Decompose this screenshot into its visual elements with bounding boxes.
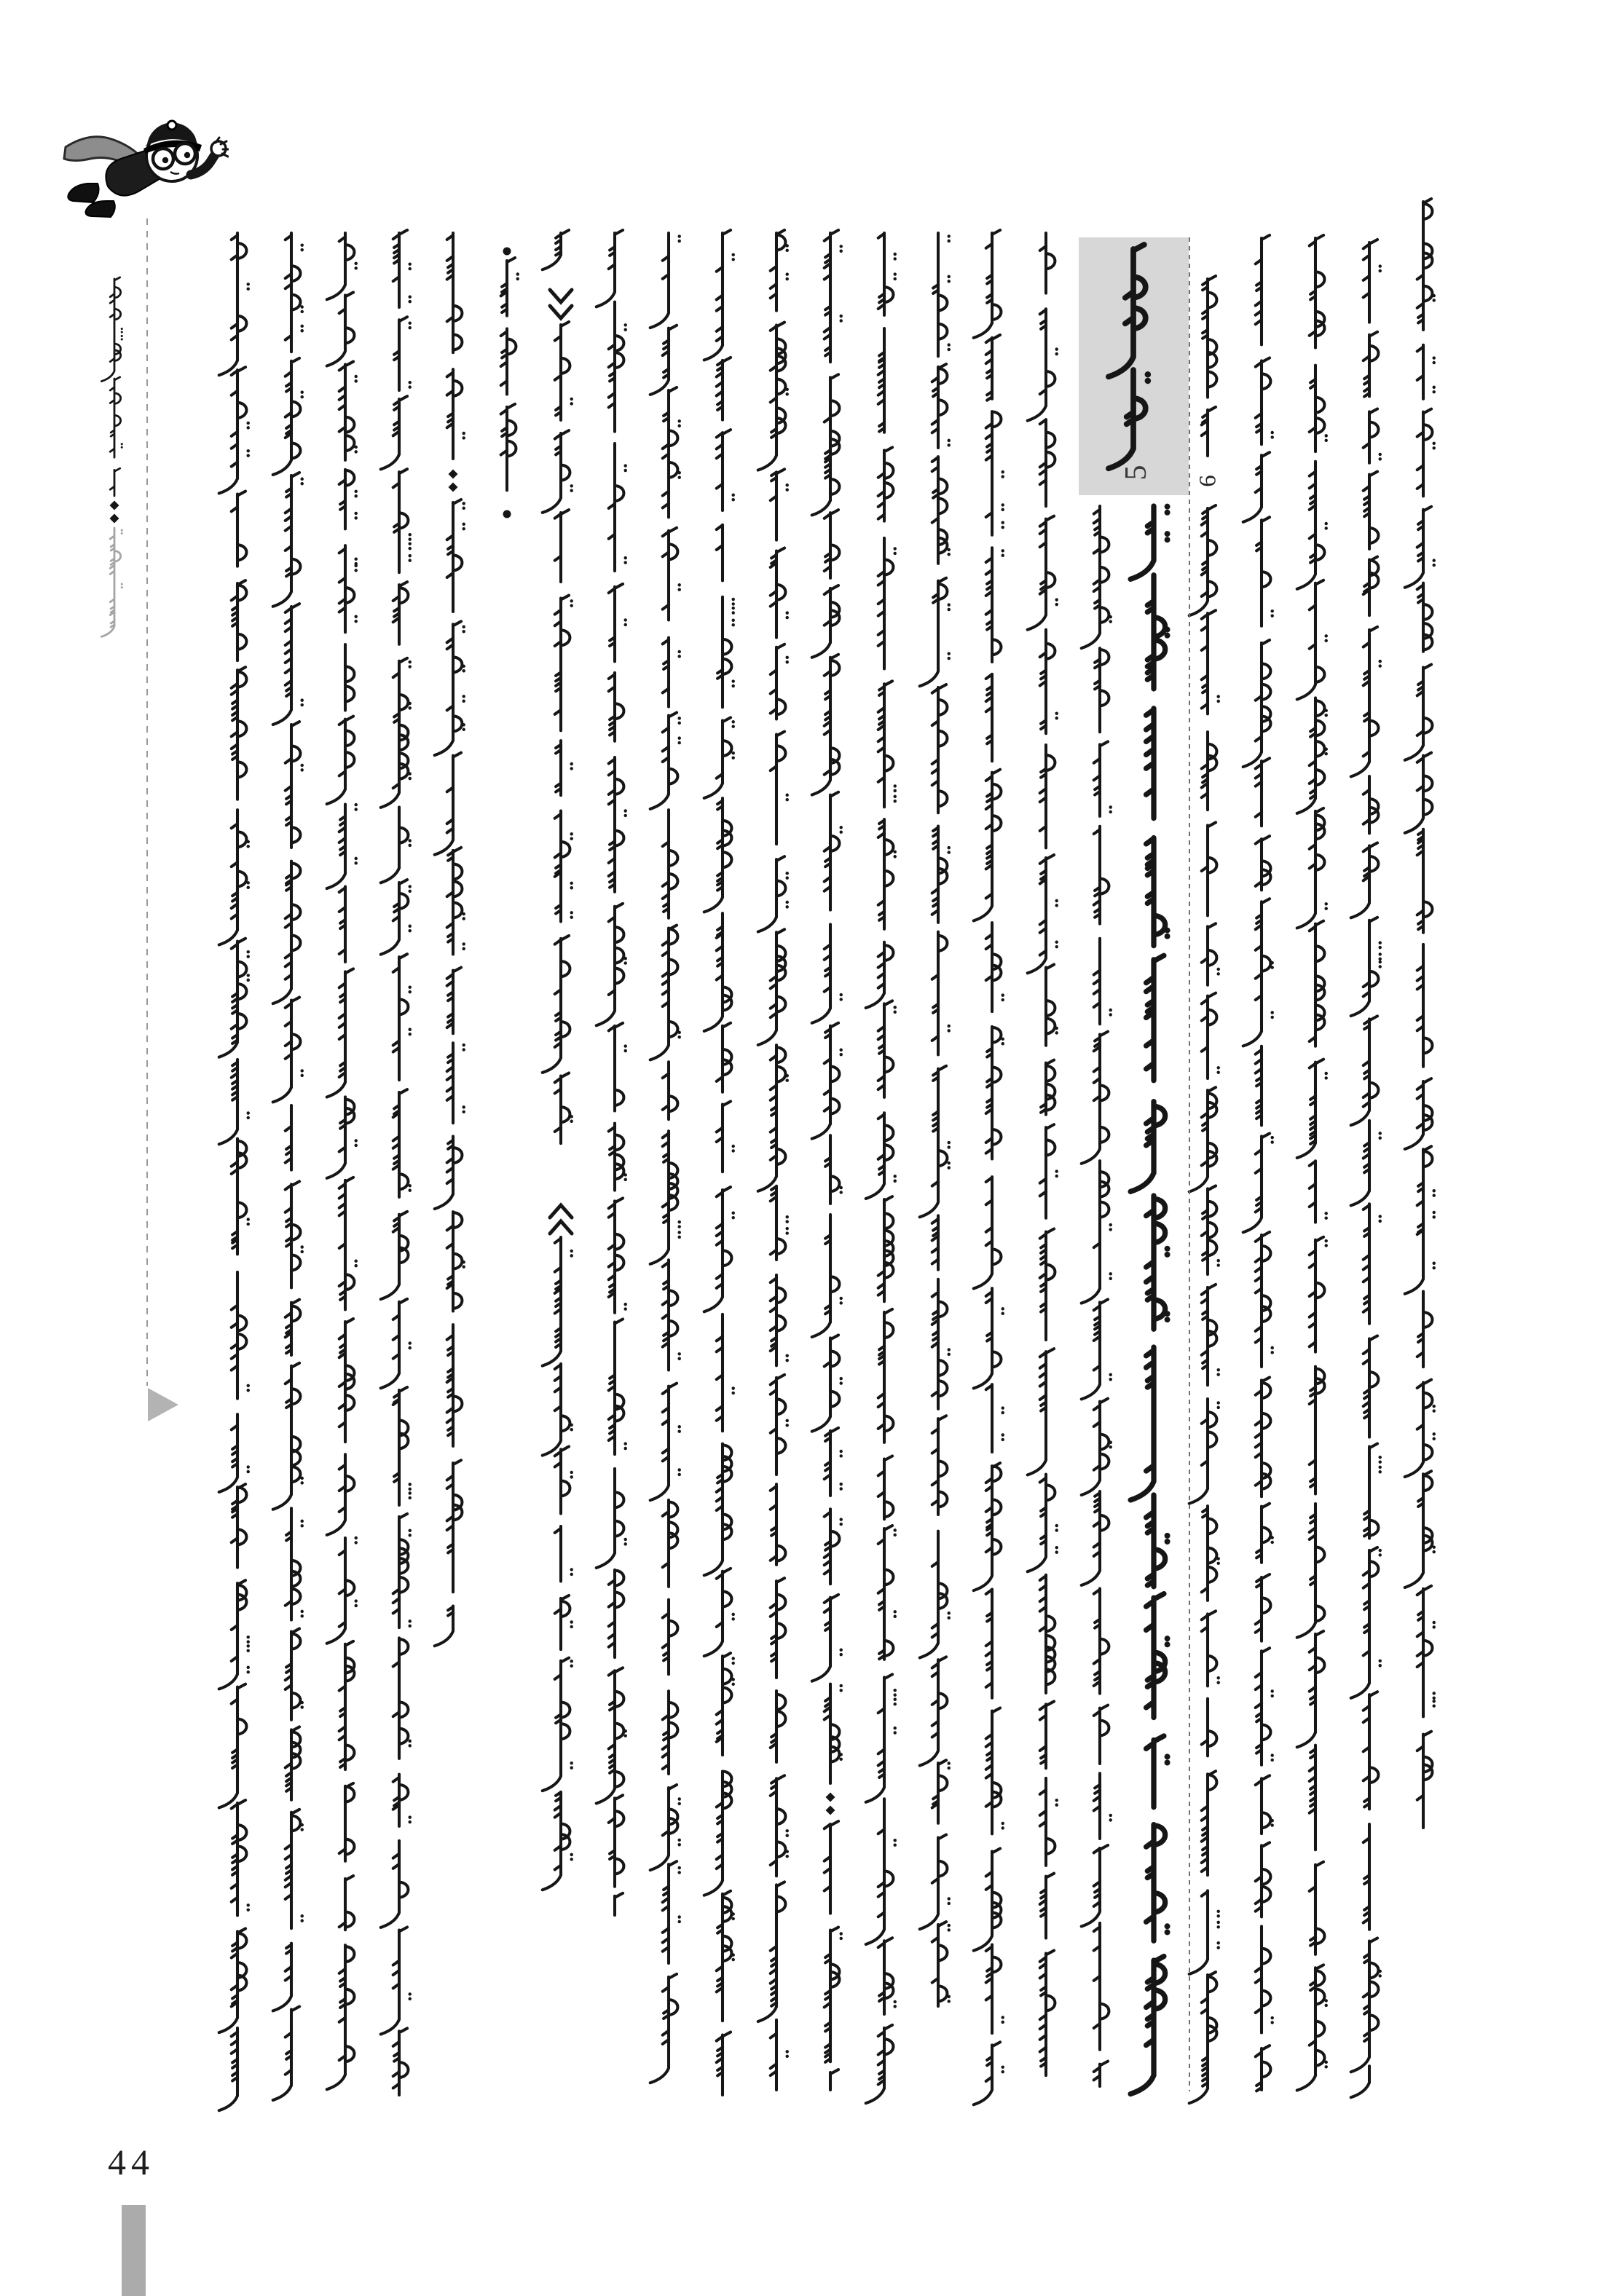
mascot-eye <box>184 152 190 158</box>
mascot-boot <box>68 184 98 202</box>
mascot-hat-button <box>168 121 176 130</box>
lesson-divider-dashed-line <box>1189 237 1190 2091</box>
page-number: 44 <box>108 2142 154 2182</box>
page-edge-tab <box>122 2205 146 2296</box>
mascot-boot <box>86 201 115 217</box>
sidebar-divider-dashed-line <box>146 218 148 1386</box>
sidebar-divider-arrow-icon <box>148 1388 178 1421</box>
mascot-glasses-bridge <box>173 155 176 157</box>
mascot-eye <box>162 157 168 163</box>
lesson-number: 5 <box>1120 465 1153 481</box>
inline-numeral-6: 6 <box>1195 475 1221 487</box>
mascot-illustration <box>61 114 229 234</box>
